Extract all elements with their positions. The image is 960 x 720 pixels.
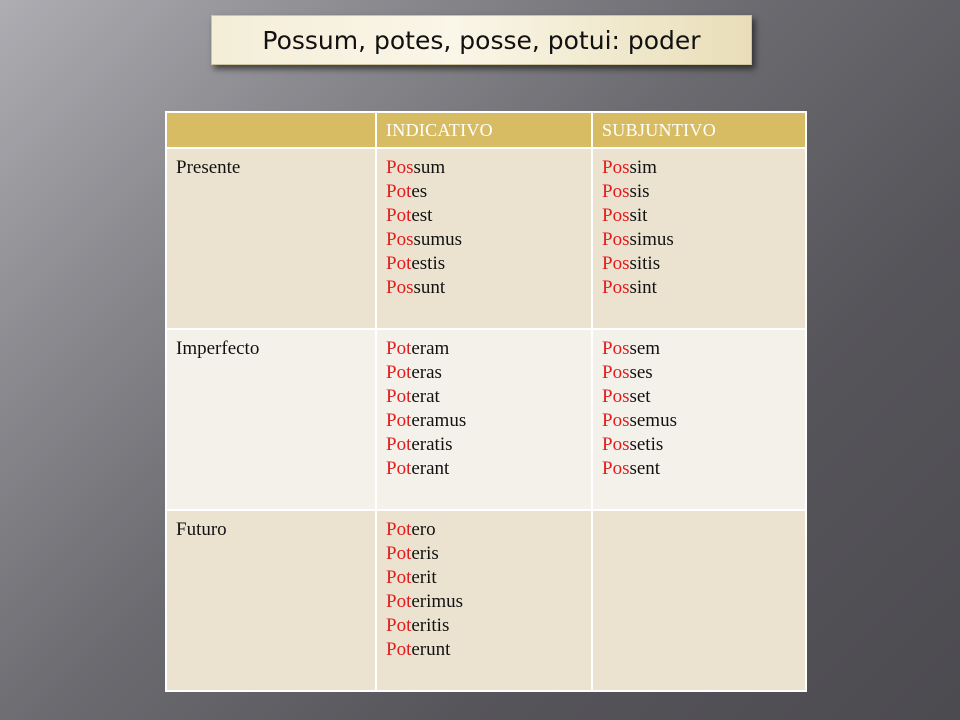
verb-form: Poterant — [386, 458, 450, 479]
verb-form: Possim — [602, 157, 657, 178]
verb-form: Poteritis — [386, 615, 450, 636]
verb-form: Potes — [386, 181, 428, 202]
conjugation-table — [165, 111, 807, 692]
slide-title — [211, 15, 752, 65]
table-row-futuro — [166, 510, 806, 691]
verb-form: Potero — [386, 519, 436, 540]
verb-form: Posses — [602, 362, 653, 383]
verb-form: Possemus — [602, 410, 677, 431]
table-row-imperfecto — [166, 329, 806, 510]
verb-form: Possent — [602, 458, 661, 479]
verb-form: Poterat — [386, 386, 440, 407]
verb-form: Potest — [386, 205, 433, 226]
table-row-presente — [166, 148, 806, 329]
verb-form: Poteram — [386, 338, 450, 359]
verb-form: Possunt — [386, 277, 446, 298]
verb-form: Poteris — [386, 543, 439, 564]
verb-form: Posset — [602, 386, 651, 407]
verb-form: Possint — [602, 277, 657, 298]
subjuntivo-cell — [592, 148, 806, 329]
verb-form: Possit — [602, 205, 648, 226]
indicativo-cell — [376, 510, 592, 691]
tense-label: Imperfecto — [166, 329, 376, 510]
verb-form: Potestis — [386, 253, 446, 274]
verb-form: Possimus — [602, 229, 674, 250]
verb-form: Poterunt — [386, 639, 451, 660]
verb-form: Possum — [386, 157, 446, 178]
subjuntivo-cell — [592, 329, 806, 510]
tense-label: Futuro — [166, 510, 376, 691]
verb-form: Possis — [602, 181, 650, 202]
verb-form: Possem — [602, 338, 661, 359]
header-indicativo: INDICATIVO — [376, 112, 592, 148]
header-corner — [166, 112, 376, 148]
verb-form: Poteratis — [386, 434, 453, 455]
verb-form: Poterit — [386, 567, 437, 588]
tense-label: Presente — [166, 148, 376, 329]
indicativo-cell — [376, 329, 592, 510]
verb-form: Poteramus — [386, 410, 467, 431]
verb-form: Poteras — [386, 362, 442, 383]
indicativo-cell — [376, 148, 592, 329]
verb-form: Possitis — [602, 253, 661, 274]
slide-title-text: Possum, potes, posse, potui: poder — [262, 25, 701, 55]
verb-form: Possumus — [386, 229, 463, 250]
verb-form: Possetis — [602, 434, 664, 455]
subjuntivo-cell-empty — [592, 510, 806, 691]
verb-form: Poterimus — [386, 591, 464, 612]
header-subjuntivo: SUBJUNTIVO — [592, 112, 806, 148]
table-header-row — [166, 112, 806, 148]
